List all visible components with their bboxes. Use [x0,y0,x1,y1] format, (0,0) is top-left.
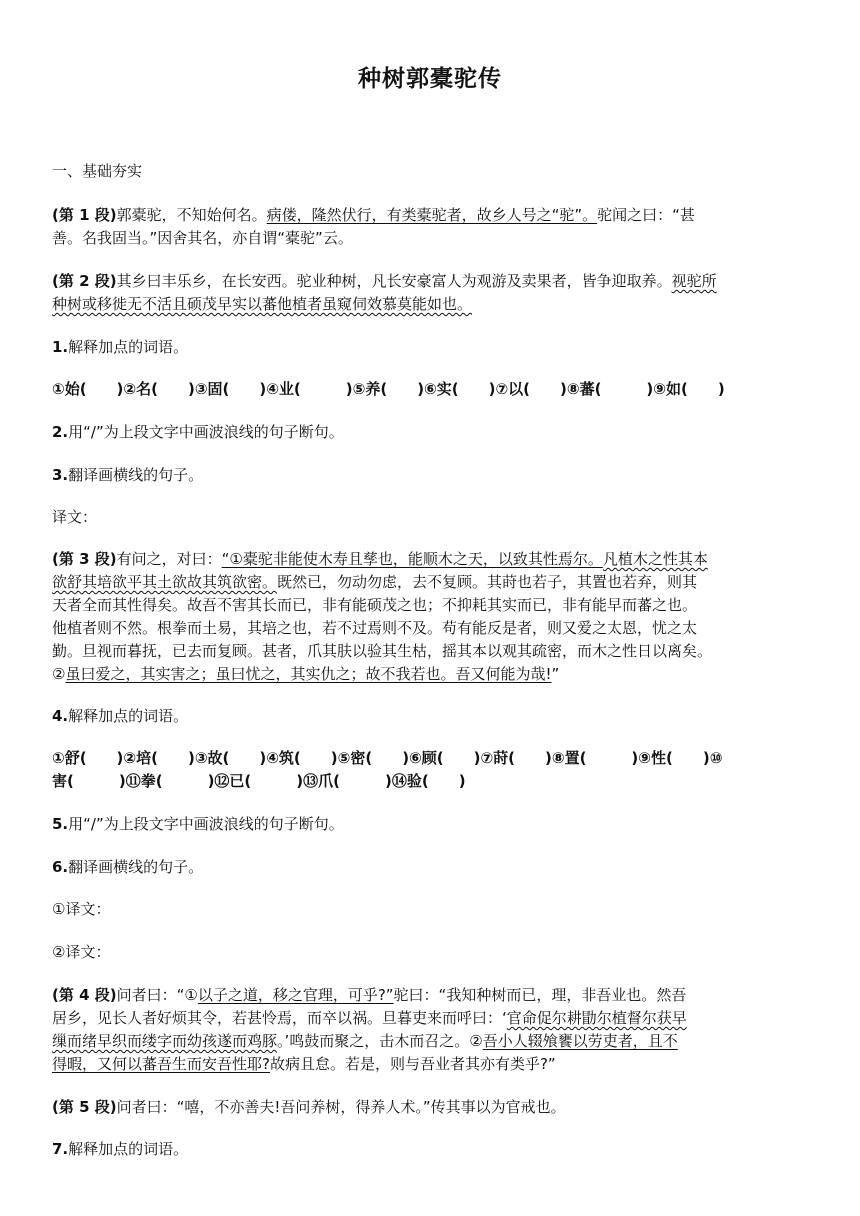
paragraph-label: (第 2 段) [52,272,117,290]
paragraph-3-line-4: 他植者则不然。根拳而土易，其培之也，若不过焉则不及。苟有能反是者，则又爱之太恩，忧之太 [52,619,698,637]
paragraph-2-line-1: (第 2 段)其乡曰丰乐乡，在长安西。驼业种树，凡长安豪富人为观游及卖果者，皆争迎取养。视驼所 [52,272,717,290]
underlined-sentence: 得暇，又何以蕃吾生而安吾性耶? [52,1055,270,1073]
translation-label-2[interactable]: ②译文： [52,943,111,961]
paragraph-4-line-3: 缫而绪早织而缕字而幼孩遂而鸡豚。’鸣鼓而聚之，击木而召之。②吾小人辍飧饔以劳吏者，且不 [52,1032,678,1050]
wavy-sentence: 缫而绪早织而缕字而幼孩遂而鸡豚 [52,1032,278,1050]
question-7: 7.解释加点的词语。 [52,1140,189,1158]
question-1: 1.解释加点的词语。 [52,338,189,356]
paragraph-label: (第 4 段) [52,986,117,1004]
question-5: 5.用“/”为上段文字中画波浪线的句子断句。 [52,815,344,833]
paragraph-4-line-4: 得暇，又何以蕃吾生而安吾性耶?故病且怠。若是，则与吾业者其亦有类乎?” [52,1055,556,1073]
paragraph-3-line-5: 勤。旦视而暮抚，已去而复顾。甚者，爪其肤以验其生枯，摇其本以观其疏密，而木之性日以离矣。 [52,642,713,660]
paragraph-label: (第 3 段) [52,550,117,568]
paragraph-3-line-6: ②虽曰爱之，其实害之；虽曰忧之，其实仇之；故不我若也。吾又何能为哉!” [52,665,560,683]
question-1-blanks[interactable]: ①始( )②名( )③固( )④业( )⑤养( )⑥实( )⑦以( )⑧蕃( )⑨如( ) [52,380,725,398]
paragraph-1-line-2: 善。名我固当。”因舍其名，亦自谓“橐驼”云。 [52,229,353,247]
paragraph-4-line-1: (第 4 段)问者曰：“①以子之道，移之官理，可乎?”驼曰：“我知种树而已，理，非吾业也。然吾 [52,986,687,1004]
paragraph-label: (第 1 段) [52,206,117,224]
question-4-blanks-line-1[interactable]: ①舒( )②培( )③故( )④筑( )⑤密( )⑥顾( )⑦莳( )⑧置( )⑨性( )⑩ [52,749,723,767]
question-2: 2.用“/”为上段文字中画波浪线的句子断句。 [52,423,344,441]
paragraph-3-line-2: 欲舒其培欲平其土欲故其筑欲密。既然已，勿动勿虑，去不复顾。其莳也若子，其置也若弃，则其 [52,573,698,591]
paragraph-3-line-1: (第 3 段)有问之，对曰：“①橐驼非能使木寿且孳也，能顺木之天，以致其性焉尔。凡植木之性其本 [52,550,708,568]
paragraph-4-line-2: 居乡，见长人者好烦其令，若甚怜焉，而卒以祸。旦暮吏来而呼曰：‘官命促尔耕勖尔植督尔获早 [52,1009,687,1027]
wavy-sentence: 视驼所 [671,272,717,290]
paragraph-3-line-3: 天者全而其性得矣。故吾不害其长而已，非有能硕茂之也；不抑耗其实而已，非有能早而蕃之也。 [52,596,698,614]
wavy-sentence: 凡植木之性其本 [602,550,708,568]
underlined-sentence: 吾小人辍飧饔以劳吏者，且不 [482,1032,678,1050]
paragraph-1-line-1: (第 1 段)郭橐驼，不知始何名。病偻，隆然伏行，有类橐驼者，故乡人号之“驼”。驼闻之曰：“甚 [52,206,695,224]
question-4: 4.解释加点的词语。 [52,707,189,725]
wavy-sentence: 官命促尔耕勖尔植督尔获早 [506,1009,687,1027]
translation-label-1[interactable]: ①译文： [52,900,111,918]
underlined-sentence: “①橐驼非能使木寿且孳也，能顺木之天，以致其性焉尔。 [221,550,603,568]
paragraph-label: (第 5 段) [52,1098,117,1116]
wavy-sentence: 种树或移徙无不活且硕茂早实以蕃他植者虽窥伺效慕莫能如也。 [52,295,473,313]
underlined-sentence: 病偻，隆然伏行，有类橐驼者，故乡人号之“驼”。 [266,206,598,224]
paragraph-2-line-2 [52,293,812,316]
section-heading: 一、基础夯实 [52,162,143,180]
page-title: 种树郭橐驼传 [358,66,502,92]
translation-label[interactable]: 译文： [52,508,98,526]
paragraph-5: (第 5 段)问者曰：“嘻，不亦善夫!吾问养树，得养人术。”传其事以为官戒也。 [52,1098,566,1116]
wavy-sentence: 欲舒其培欲平其土欲故其筑欲密。 [52,573,278,591]
question-6: 6.翻译画横线的句子。 [52,858,204,876]
question-3: 3.翻译画横线的句子。 [52,466,204,484]
underlined-sentence: 虽曰爱之，其实害之；虽曰忧之，其实仇之；故不我若也。吾又何能为哉! [65,665,552,683]
question-4-blanks-line-2[interactable]: 害( )⑪拳( )⑫已( )⑬爪( )⑭验( ) [52,772,466,790]
underlined-sentence: 以子之道，移之官理，可乎?” [197,986,394,1004]
